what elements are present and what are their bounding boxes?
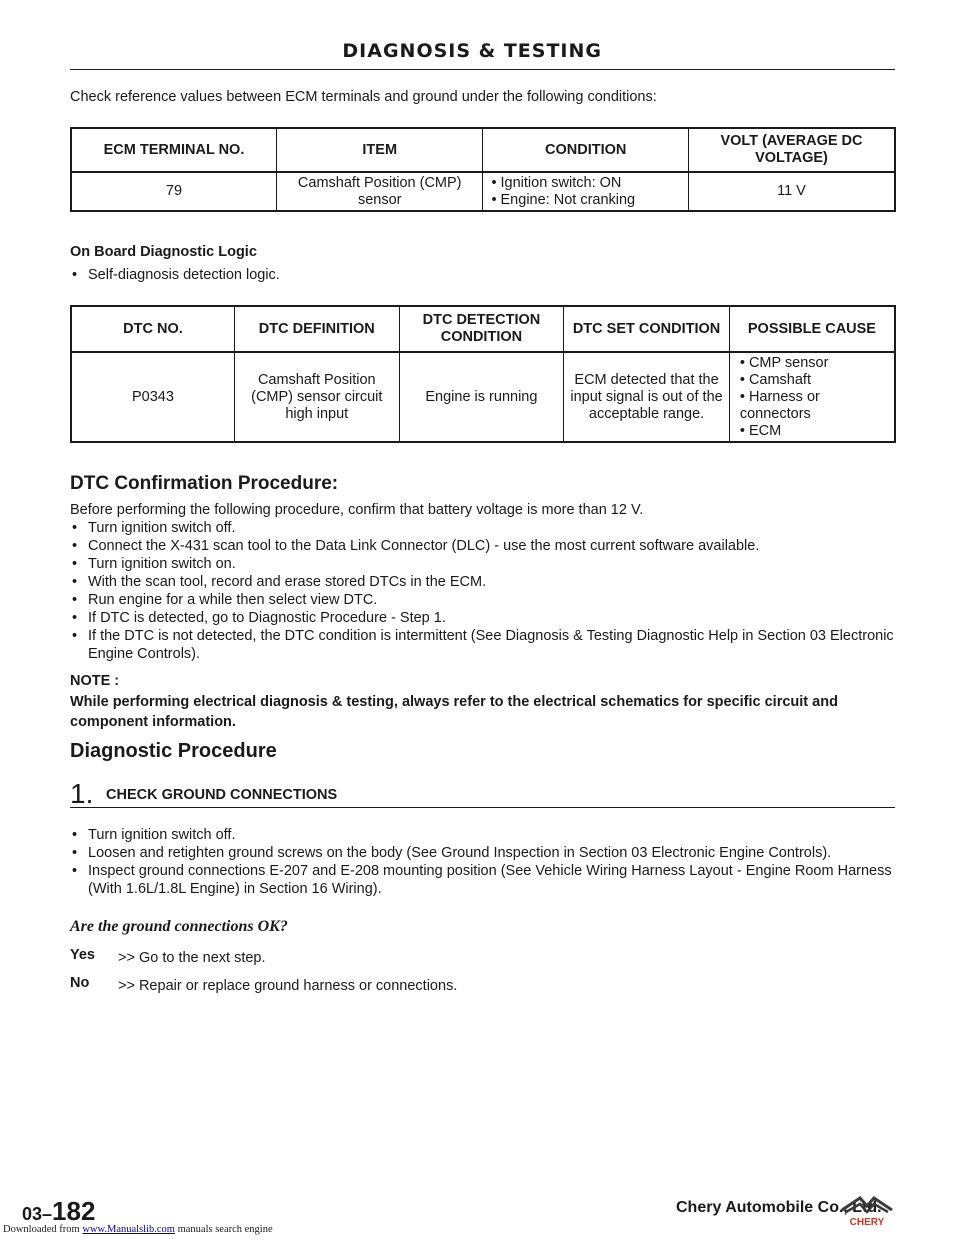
procedure-steps — [70, 826, 900, 898]
col-header-detection: DTC DETECTION CONDITION — [399, 306, 564, 352]
cause-item: • Harness or connectors — [740, 389, 890, 423]
section-header-title: DIAGNOSIS & TESTING — [342, 40, 602, 62]
cell-terminal: 79 — [71, 172, 277, 211]
col-header-definition: DTC DEFINITION — [234, 306, 399, 352]
note-body: While performing electrical diagnosis & testing, always refer to the electrical schematics for specific circuit and component information. — [70, 694, 838, 730]
cell-dtc-no: P0343 — [71, 352, 234, 442]
answer-yes-label: Yes — [70, 947, 95, 963]
confirmation-title: DTC Confirmation Procedure: — [70, 473, 339, 494]
table-row — [71, 172, 895, 211]
answer-no-label: No — [70, 975, 90, 991]
page-number-prefix: 03– — [22, 1204, 53, 1224]
list-item: • Inspect ground connections E-207 and E-208 mounting position (See Vehicle Wiring Harness Layout - Engine Room Harness (With 1.6L/1.8L Engine) in Section 16 Wiring). — [70, 862, 900, 898]
manualslib-link[interactable]: www.Manualslib.com — [82, 1224, 175, 1235]
header-divider — [70, 69, 895, 70]
download-suffix: manuals search engine — [174, 1224, 273, 1235]
table-header-row — [71, 128, 895, 172]
company-name: Chery Automobile Co., Ltd. — [676, 1199, 882, 1216]
diagnostic-procedure-title: Diagnostic Procedure — [70, 740, 277, 762]
chery-logo-mark-icon — [836, 1194, 898, 1228]
cause-item: • ECM — [740, 423, 890, 440]
confirmation-intro: Before performing the following procedure, confirm that battery voltage is more than 12 V. — [70, 502, 644, 518]
logo-wordmark: CHERY — [849, 1217, 885, 1228]
ecm-terminal-table — [70, 127, 896, 212]
obd-list — [70, 266, 900, 284]
cell-definition: Camshaft Position (CMP) sensor circuit high input — [234, 352, 399, 442]
cell-detection: Engine is running — [399, 352, 564, 442]
cell-condition — [483, 172, 689, 211]
list-item: • Self-diagnosis detection logic. — [70, 266, 900, 284]
page-number — [22, 1196, 95, 1227]
list-item: • Turn ignition switch on. — [70, 555, 900, 573]
download-prefix: Downloaded from — [3, 1224, 83, 1235]
confirmation-steps — [70, 519, 900, 663]
dtc-table — [70, 305, 896, 443]
intro-text: Check reference values between ECM terminals and ground under the following conditions: — [70, 89, 657, 105]
col-header-item: ITEM — [277, 128, 483, 172]
list-item: • If DTC is detected, go to Diagnostic Procedure - Step 1. — [70, 609, 900, 627]
step-number: 1. — [70, 778, 94, 809]
list-item: • Turn ignition switch off. — [70, 519, 900, 537]
list-item: • If the DTC is not detected, the DTC condition is intermittent (See Diagnosis & Testing Diagnostic Help in Section 03 Electronic Engine Controls). — [70, 627, 900, 663]
list-item: • Loosen and retighten ground screws on the body (See Ground Inspection in Section 03 Electronic Engine Controls). — [70, 844, 900, 862]
cause-item: • CMP sensor — [740, 355, 890, 372]
col-header-terminal: ECM TERMINAL NO. — [71, 128, 277, 172]
step-divider — [70, 807, 895, 808]
answer-no-text: >> Repair or replace ground harness or connections. — [118, 978, 458, 994]
condition-line: • Ignition switch: ON — [491, 175, 684, 192]
cell-item: Camshaft Position (CMP) sensor — [277, 172, 483, 211]
cell-possible-cause — [729, 352, 895, 442]
page-number-value: 182 — [52, 1196, 96, 1226]
answer-yes-text: >> Go to the next step. — [118, 950, 266, 966]
chery-logo — [836, 1194, 898, 1233]
table-header-row — [71, 306, 895, 352]
list-item: • Connect the X-431 scan tool to the Data Link Connector (DLC) - use the most current software available. — [70, 537, 900, 555]
col-header-volt: VOLT (AVERAGE DC VOLTAGE) — [688, 128, 895, 172]
obd-title: On Board Diagnostic Logic — [70, 244, 257, 260]
table-row — [71, 352, 895, 442]
col-header-dtc-no: DTC NO. — [71, 306, 234, 352]
list-item: • Turn ignition switch off. — [70, 826, 900, 844]
col-header-possible-cause: POSSIBLE CAUSE — [729, 306, 895, 352]
col-header-condition: CONDITION — [483, 128, 689, 172]
cell-volt: 11 V — [688, 172, 895, 211]
download-footer — [3, 1224, 273, 1235]
note-title: NOTE : — [70, 673, 120, 689]
condition-line: • Engine: Not cranking — [491, 192, 684, 209]
cause-item: • Camshaft — [740, 372, 890, 389]
cell-set-condition: ECM detected that the input signal is out of the acceptable range. — [564, 352, 730, 442]
check-question: Are the ground connections OK? — [70, 918, 288, 935]
step-title: CHECK GROUND CONNECTIONS — [106, 787, 338, 803]
list-item: • Run engine for a while then select view DTC. — [70, 591, 900, 609]
list-item: • With the scan tool, record and erase stored DTCs in the ECM. — [70, 573, 900, 591]
col-header-set-condition: DTC SET CONDITION — [564, 306, 730, 352]
